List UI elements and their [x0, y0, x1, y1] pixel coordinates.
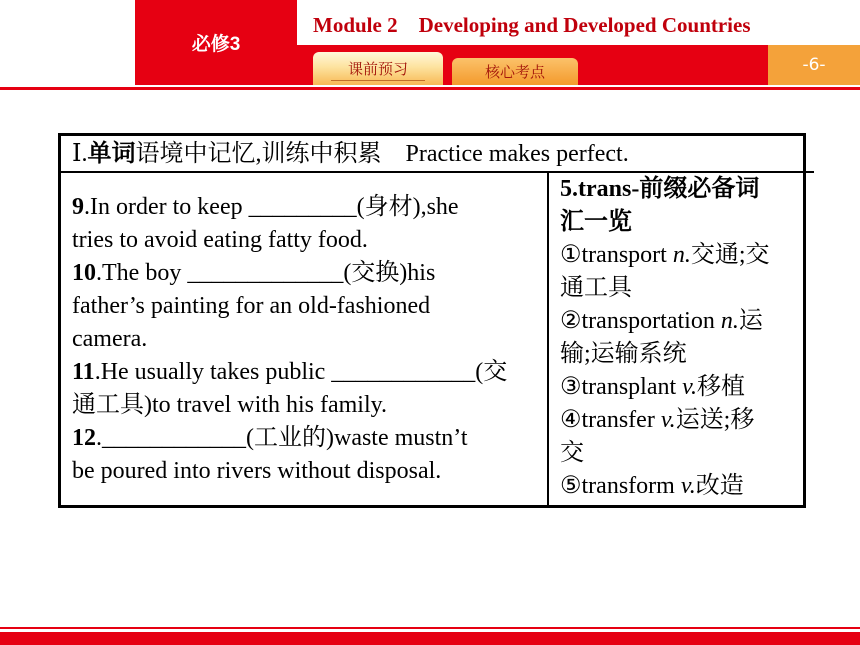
item-meaning: 运送;移	[675, 407, 755, 433]
trans-prefix-column	[549, 173, 803, 505]
vocab-item-transportation	[560, 305, 803, 338]
exercise-column	[61, 173, 549, 505]
item-marker: ③	[560, 374, 582, 400]
exercise-10-line	[72, 323, 547, 356]
exercise-11-line	[72, 356, 547, 389]
vocab-item-transport-cont	[560, 272, 803, 305]
item-word: transplant	[581, 374, 677, 400]
item-meaning: 输;运输系统	[560, 341, 687, 367]
tab-preview-label: 课前预习	[347, 60, 408, 78]
item-pos: n.	[672, 242, 691, 268]
exercise-12-line	[72, 455, 547, 488]
exercise-12-line	[72, 422, 547, 455]
exercise-text: .____________(工业的)waste mustn’t	[96, 425, 468, 451]
tab-active-underline	[331, 80, 425, 81]
item-marker: ②	[560, 308, 582, 334]
item-word: transfer	[581, 407, 655, 433]
vocab-item-transportation-cont	[560, 338, 803, 371]
header-divider	[0, 87, 860, 90]
item-meaning: 改造	[695, 473, 744, 499]
exercise-number: 9	[72, 194, 84, 220]
exercise-11-line	[72, 389, 547, 422]
vocab-item-transfer-cont	[560, 437, 803, 470]
exercise-text: .In order to keep _________(身材),she	[84, 194, 459, 220]
module-title: Module 2 Developing and Developed Countries	[313, 13, 751, 37]
exercise-text: father’s painting for an old-fashioned	[72, 293, 431, 319]
exercise-10-line	[72, 257, 547, 290]
exercise-text: .He usually takes public ____________(交	[94, 359, 508, 385]
vocab-item-transform	[560, 470, 803, 503]
vocab-practice-table	[58, 133, 806, 508]
item-meaning: 移植	[697, 374, 746, 400]
exercise-text: camera.	[72, 326, 148, 352]
trans-box-title: 5.trans-前缀必备词	[560, 176, 760, 202]
section-motto: Practice makes perfect.	[405, 141, 629, 167]
footer-bar	[0, 632, 860, 645]
item-pos: v.	[682, 374, 698, 400]
vocab-item-transport	[560, 239, 803, 272]
course-label-block	[135, 0, 297, 85]
item-pos: v.	[680, 473, 696, 499]
page-number-block	[768, 45, 860, 85]
item-meaning: 通工具	[560, 275, 632, 301]
exercise-number: 10	[72, 260, 96, 286]
section-roman-numeral: Ⅰ.	[72, 141, 88, 167]
trans-box-title: 汇一览	[560, 209, 632, 235]
tab-preview[interactable]	[313, 52, 443, 85]
footer-divider	[0, 627, 860, 629]
item-marker: ④	[560, 407, 582, 433]
section-heading	[61, 136, 814, 173]
item-marker: ①	[560, 242, 582, 268]
nav-tab-strip	[297, 45, 768, 85]
exercise-9-line	[72, 224, 547, 257]
exercise-text: 通工具)to travel with his family.	[72, 392, 388, 418]
exercise-number: 12	[72, 425, 96, 451]
item-pos: v.	[660, 407, 676, 433]
item-word: transportation	[581, 308, 715, 334]
vocab-item-transplant	[560, 371, 803, 404]
section-label: 语境中记忆,训练中积累	[135, 141, 382, 167]
tab-core-points-label: 核心考点	[484, 63, 545, 81]
vocab-item-transfer	[560, 404, 803, 437]
exercise-9-line	[72, 191, 547, 224]
exercise-text: .The boy _____________(交换)his	[96, 260, 436, 286]
page-number: -6-	[802, 55, 826, 75]
course-label: 必修3	[191, 34, 241, 55]
exercise-text: be poured into rivers without disposal.	[72, 458, 442, 484]
item-marker: ⑤	[560, 473, 582, 499]
item-meaning: 运	[738, 308, 763, 334]
item-word: transform	[581, 473, 675, 499]
exercise-number: 11	[72, 359, 95, 385]
item-pos: n.	[720, 308, 739, 334]
exercise-10-line	[72, 290, 547, 323]
item-word: transport	[581, 242, 667, 268]
item-meaning: 交	[560, 440, 584, 466]
exercise-text: tries to avoid eating fatty food.	[72, 227, 368, 253]
tab-core-points[interactable]	[452, 58, 578, 85]
section-bold-label: 单词	[87, 141, 136, 167]
item-meaning: 交通;交	[690, 242, 770, 268]
